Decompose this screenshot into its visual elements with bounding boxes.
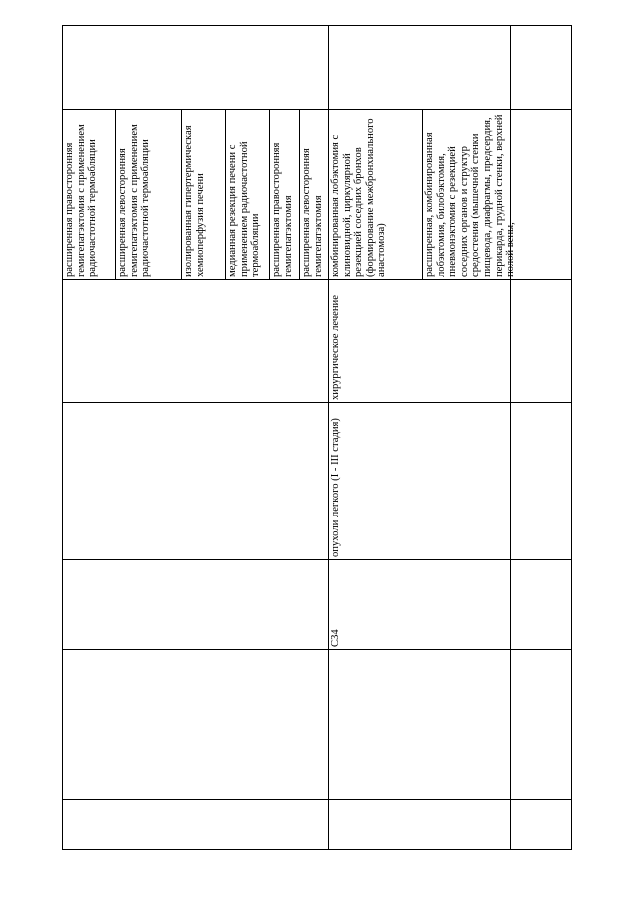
code-text: C34 bbox=[330, 629, 341, 647]
method-upper-3: изолированная гипертермическая хемиоперфузия печени bbox=[183, 125, 206, 277]
method-upper-2: расширенная левосторонняя гемигепатэктомия с применением радиочастотной термоабляции bbox=[117, 124, 152, 277]
method-lower-2: расширенная, комбинированная лобэктомия, билобэктомия, пневмонэктомия с резекцией соседних органов и структур средостения (мышечной стенки пищевода, диафрагмы, предсердия, перикарда, грудной стенки, верхней полой вены, bbox=[424, 114, 517, 277]
cell-diagnosis bbox=[328, 403, 510, 560]
cell-treatment-type bbox=[328, 280, 510, 403]
method-upper-1: расширенная правосторонняя гемигепатэктомия с применением радиочастотной термоабляции bbox=[64, 124, 99, 277]
column-divider bbox=[62, 799, 572, 800]
method-lower-1: комбинированная лобэктомия с клиновидной, циркулярной резекцией соседних бронхов (формирование межбронхиального анастомоза) bbox=[330, 118, 388, 277]
method-upper-5: расширенная правосторонняя гемигепатэктомия bbox=[271, 142, 294, 277]
cell-code bbox=[328, 560, 510, 650]
treatment-type-text: хирургическое лечение bbox=[330, 295, 341, 400]
method-upper-4: медианная резекция печени с применением радиочастотной термоабляции bbox=[227, 141, 262, 277]
diagnosis-text: опухоли легкого (I - III стадия) bbox=[330, 418, 341, 557]
method-upper-6: расширенная левосторонняя гемигепатэктомия bbox=[301, 148, 324, 277]
rotated-table bbox=[62, 25, 572, 850]
